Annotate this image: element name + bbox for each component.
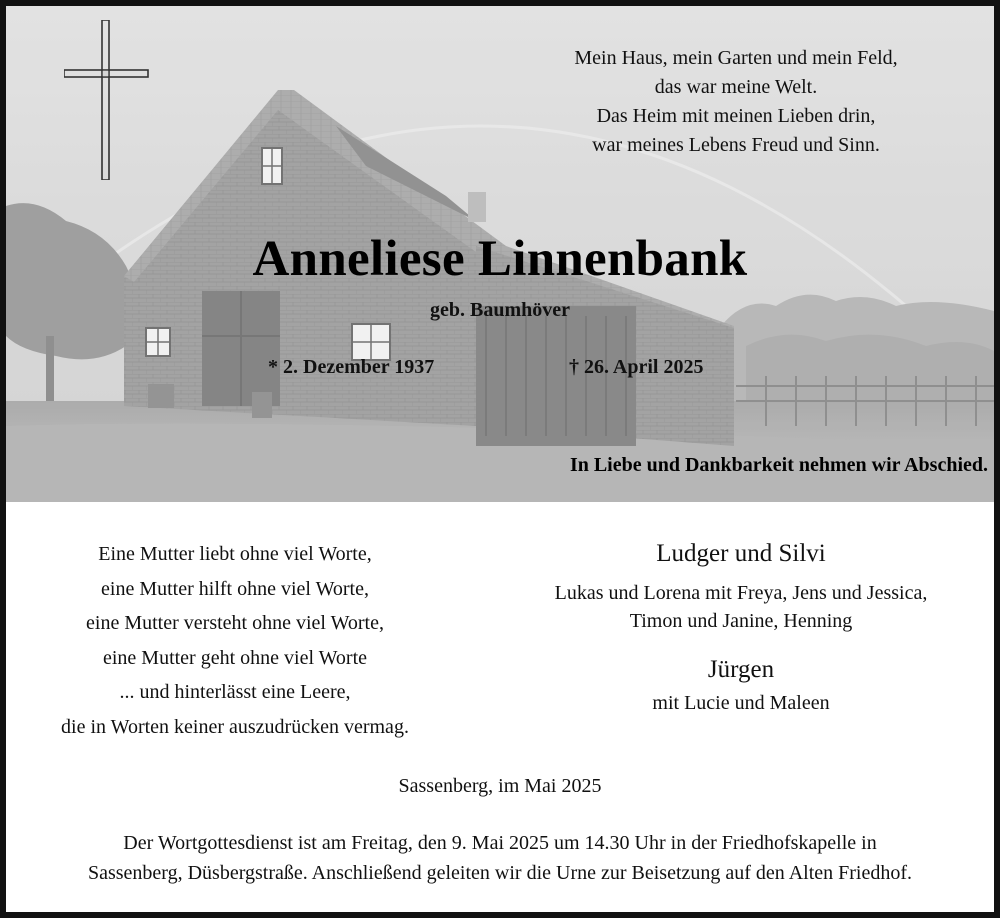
service-notice: [6, 828, 994, 888]
header-photo: [6, 6, 994, 502]
mourner-group-name: Ludger und Silvi: [656, 540, 826, 567]
header-poem-line: das war meine Welt.: [654, 76, 818, 98]
poem-line: eine Mutter hilft ohne viel Worte,: [101, 577, 369, 600]
poem-line: eine Mutter geht ohne viel Worte: [102, 646, 368, 669]
header-poem: [486, 44, 986, 160]
mourner-group-members: mit Lucie und Maleen: [652, 692, 830, 714]
mourner-group-members: Timon und Janine, Henning: [629, 610, 853, 632]
deceased-name: Anneliese Linnenbank: [252, 231, 748, 287]
farewell-line: In Liebe und Dankbarkeit nehmen wir Abschied.: [569, 454, 988, 476]
poem-line: eine Mutter versteht ohne viel Worte,: [86, 612, 384, 634]
birth-name: geb. Baumhöver: [430, 299, 570, 321]
service-line: Der Wortgottesdienst ist am Freitag, den 9. Mai 2025 um 14.30 Uhr in der Friedhofskapelle in: [123, 832, 877, 854]
header-poem-line: Das Heim mit meinen Lieben drin,: [596, 105, 876, 127]
cross-icon: [64, 20, 150, 180]
place-date: Sassenberg, im Mai 2025: [398, 775, 602, 797]
mourner-group-members: Lukas und Lorena mit Freya, Jens und Jessica,: [554, 582, 928, 604]
birth-date: * 2. Dezember 1937: [268, 356, 435, 378]
header-poem-line: Mein Haus, mein Garten und mein Feld,: [574, 47, 898, 69]
poem-line: die in Worten keiner auszudrücken vermag.: [61, 715, 409, 738]
mourners-list: [501, 537, 981, 717]
poem-line: Eine Mutter liebt ohne viel Worte,: [98, 543, 372, 565]
service-line: Sassenberg, Düsbergstraße. Anschließend geleiten wir die Urne zur Beisetzung auf den Alten Friedhof.: [87, 862, 913, 884]
mother-poem: [20, 537, 450, 744]
poem-line: ... und hinterlässt eine Leere,: [119, 681, 351, 703]
mourner-group-name: Jürgen: [707, 656, 775, 683]
header-poem-line: war meines Lebens Freud und Sinn.: [592, 134, 880, 156]
death-date: † 26. April 2025: [569, 356, 704, 378]
